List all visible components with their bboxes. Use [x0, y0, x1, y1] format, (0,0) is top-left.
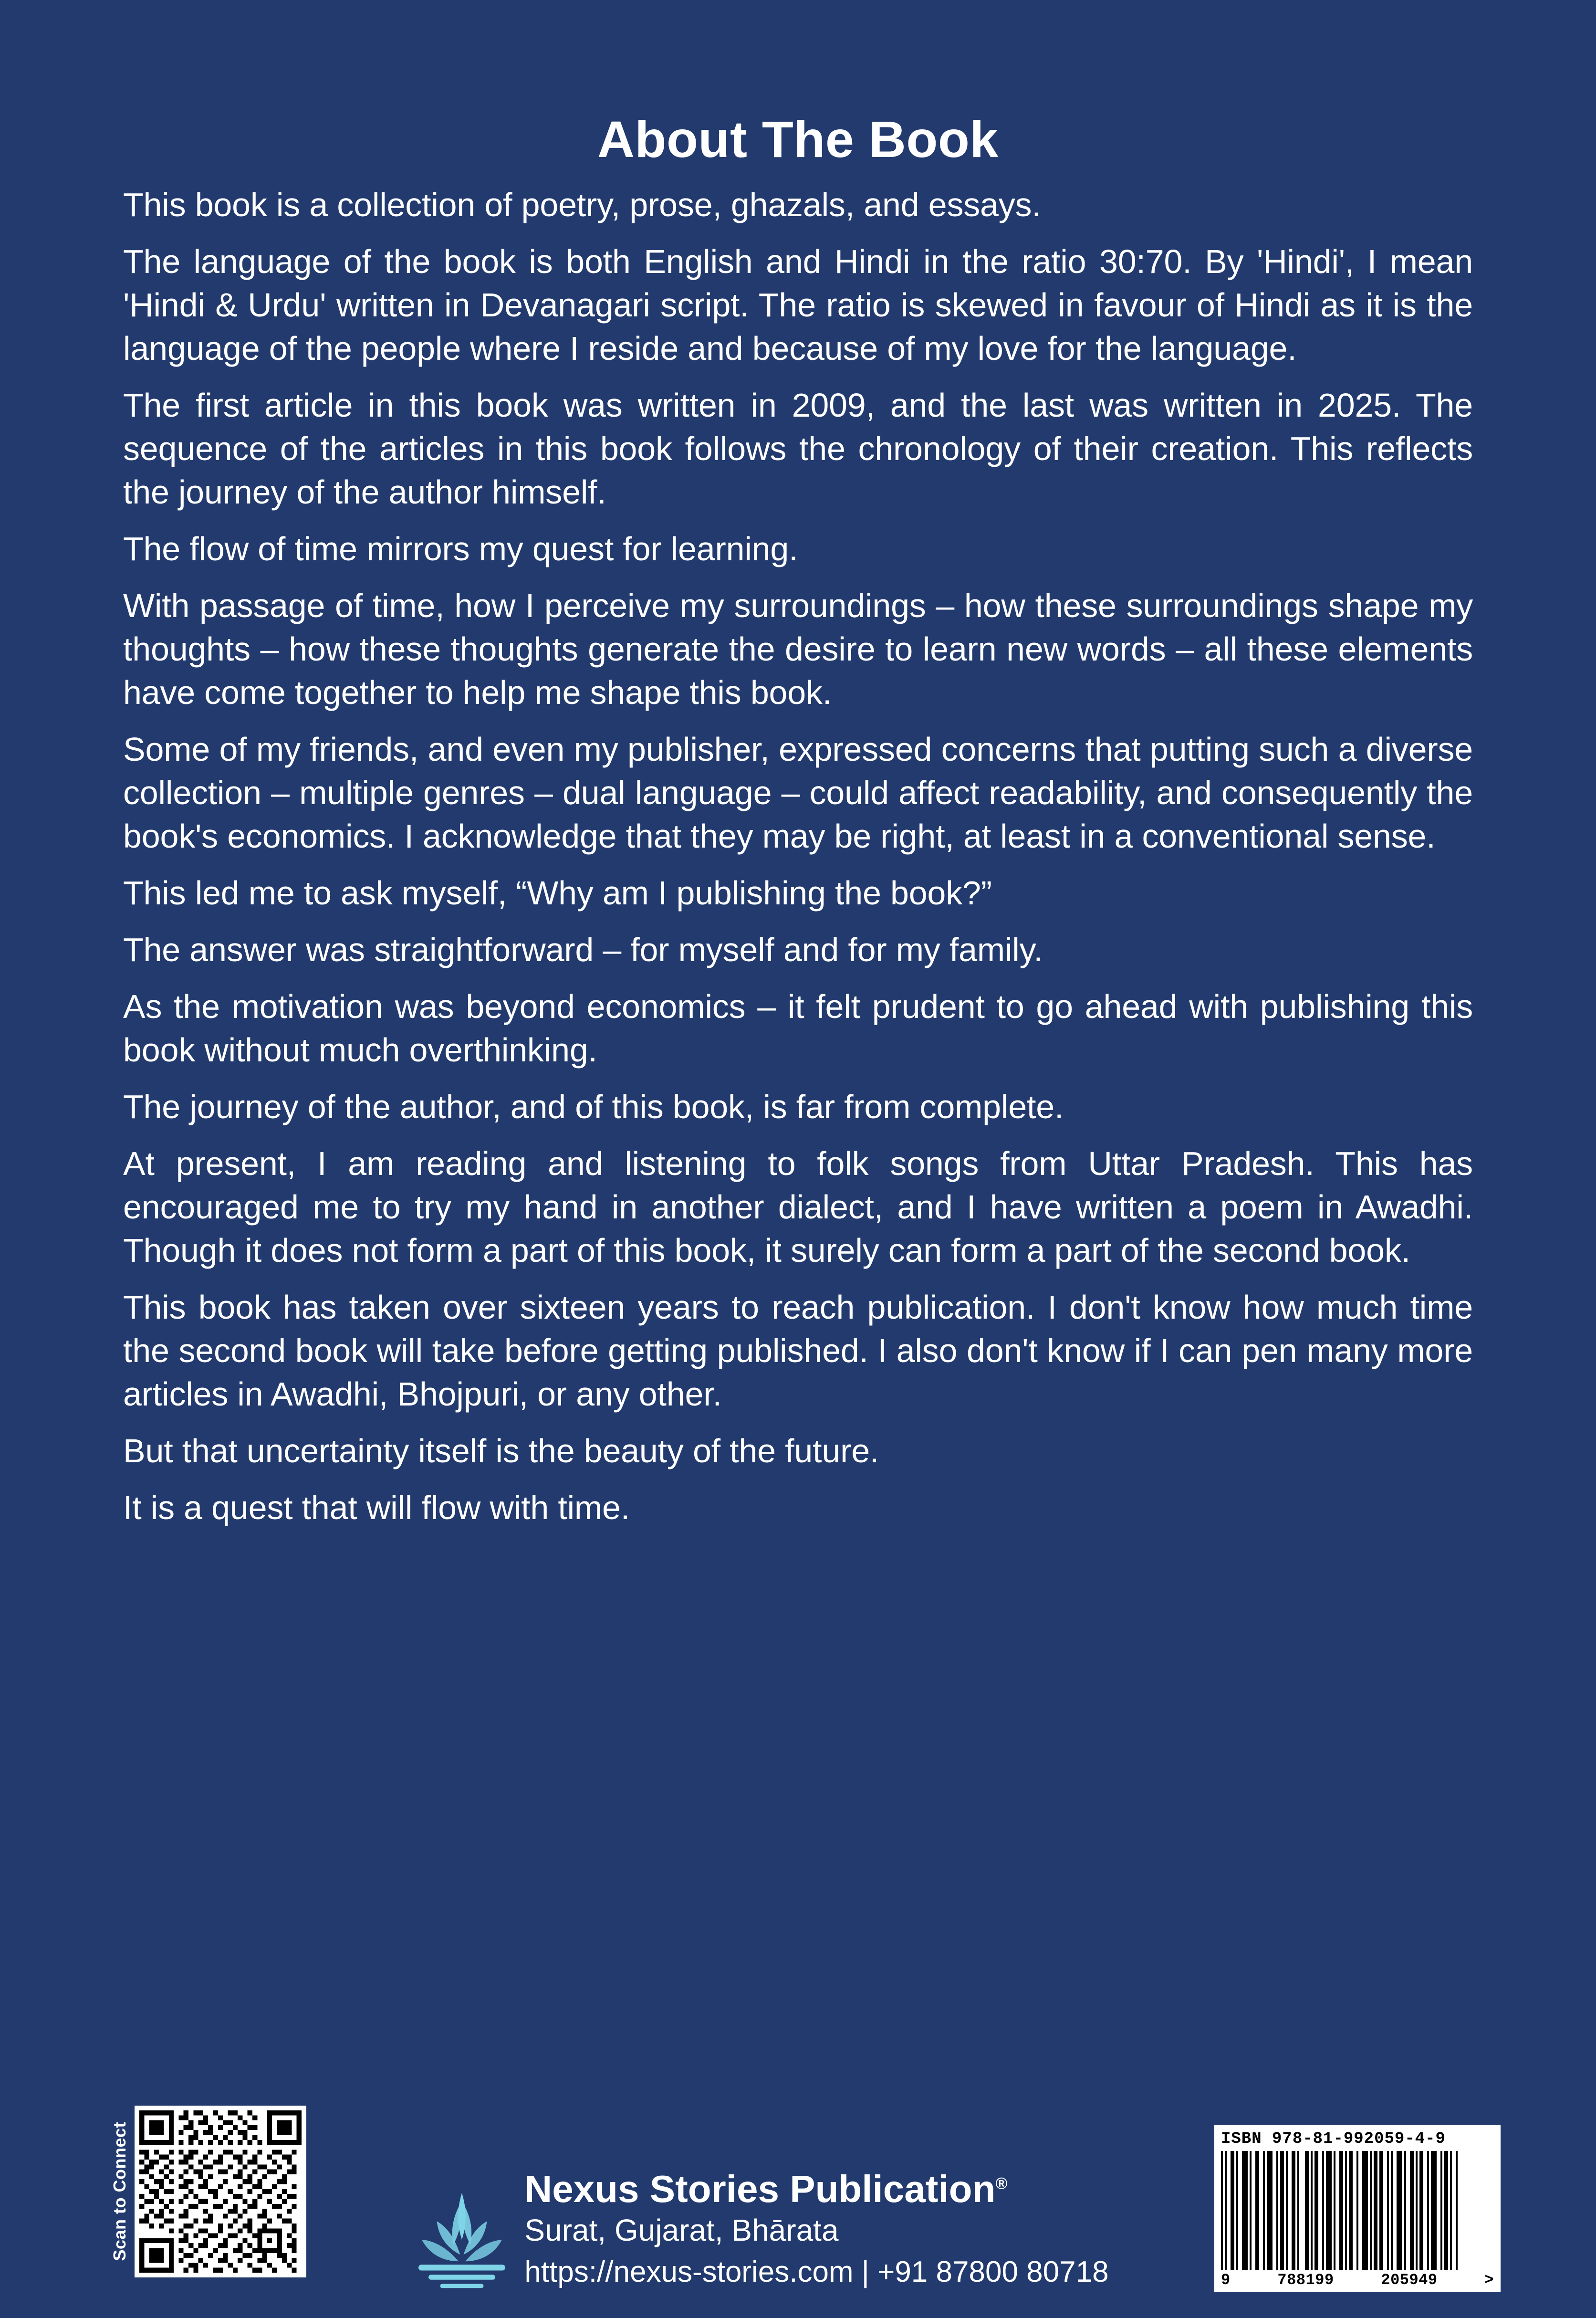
paragraph-9: As the motivation was beyond economics – it felt prudent to go ahead with publishing this book without much overthinking. [123, 988, 1473, 1069]
paragraph-8: The answer was straightforward – for myself and for my family. [123, 931, 1043, 969]
paragraph-7: This led me to ask myself, “Why am I publishing the book?” [123, 874, 992, 912]
paragraph-5: With passage of time, how I perceive my surroundings – how these surroundings shape my thoughts – how these thoughts generate the desire to learn new words – all these elements have come together to help me shape this book. [123, 587, 1473, 712]
publisher-contact[interactable]: https://nexus-stories.com | +91 87800 80718 [524, 2255, 1109, 2288]
paragraph-11: At present, I am reading and listening to folk songs from Uttar Pradesh. This has encouraged me to try my hand in another dialect, and I have written a poem in Awadhi. Though it does not form a part of this book, it surely can form a part of the second book. [123, 1145, 1473, 1269]
isbn-label: ISBN [1221, 2130, 1262, 2148]
isbn-barcode [1214, 2125, 1501, 2292]
barcode-digits-right: 205949 [1381, 2271, 1438, 2289]
paragraph-1: This book is a collection of poetry, prose, ghazals, and essays. [123, 186, 1041, 224]
paragraph-12: This book has taken over sixteen years to reach publication. I don't know how much time the second book will take before getting published. I also don't know if I can pen many more articles in Awadhi, Bhojpuri, or any other. [123, 1289, 1473, 1413]
isbn-text [1221, 2130, 1494, 2148]
barcode-digits [1221, 2271, 1494, 2289]
paragraph-14: It is a quest that will flow with time. [123, 1489, 630, 1527]
publisher-city: Surat, Gujarat, Bhārata [524, 2213, 839, 2247]
barcode-digits-mid: 788199 [1277, 2271, 1334, 2289]
page-title: About The Book [597, 110, 999, 168]
cover-footer [110, 2044, 1501, 2292]
qr-caption: Scan to Connect [110, 2122, 129, 2261]
publisher-block [306, 2169, 1214, 2292]
paragraph-10: The journey of the author, and of this book, is far from complete. [123, 1088, 1064, 1126]
publisher-name [524, 2169, 1007, 2209]
paragraph-6: Some of my friends, and even my publisher, expressed concerns that putting such a diverse collection – multiple genres – dual language – could affect readability, and consequently the book's economics. I acknowledge that they may be right, at least in a conventional sense. [123, 731, 1473, 855]
about-the-book-section [123, 110, 1473, 1543]
paragraph-3: The first article in this book was written in 2009, and the last was written in 2025. The sequence of the articles in this book follows the chronology of their creation. This reflects the journey of the author himself. [123, 387, 1473, 511]
qr-block [110, 2091, 306, 2292]
barcode-digit-left: 9 [1221, 2271, 1231, 2289]
publisher-name-text: Nexus Stories Publication [524, 2167, 996, 2210]
paragraph-2: The language of the book is both English and Hindi in the ratio 30:70. By 'Hindi', I mean 'Hindi & Urdu' written in Devanagari script. The ratio is skewed in favour of Hindi as it is the language of the people where I reside and because of my love for the language. [123, 243, 1473, 367]
isbn-number: 978-81-992059-4-9 [1272, 2130, 1446, 2148]
lotus-logo-icon [412, 2180, 512, 2290]
registered-trademark-icon: ® [995, 2174, 1008, 2193]
barcode-bars [1221, 2151, 1494, 2270]
barcode-digit-end: > [1484, 2271, 1494, 2289]
paragraph-4: The flow of time mirrors my quest for learning. [123, 530, 798, 568]
qr-code-icon[interactable] [135, 2106, 306, 2277]
paragraph-13: But that uncertainty itself is the beauty of the future. [123, 1432, 879, 1470]
